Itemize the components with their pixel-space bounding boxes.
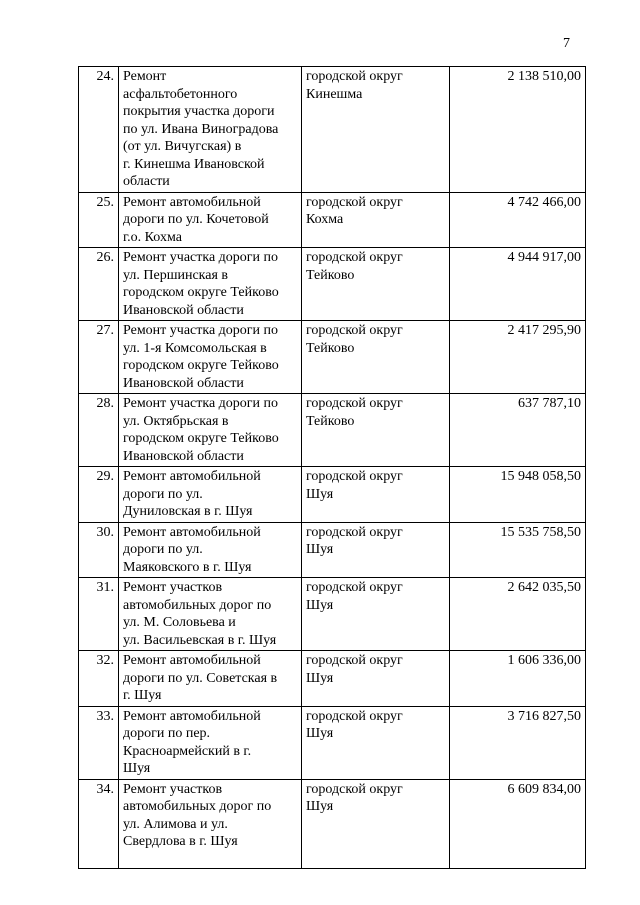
project-name-line: Ремонт автомобильной xyxy=(123,469,261,484)
project-name xyxy=(119,192,302,248)
project-name-line: дороги по пер. xyxy=(123,726,211,741)
row-number: 30. xyxy=(79,522,119,578)
project-name xyxy=(119,779,302,868)
project-name-line: (от ул. Вичугская) в xyxy=(123,139,242,154)
project-name-line: г. Шуя xyxy=(123,688,162,703)
project-name-line: г.о. Кохма xyxy=(123,229,182,245)
municipality xyxy=(302,706,450,779)
municipality xyxy=(302,67,450,193)
project-name-line: Ремонт автомобильной xyxy=(123,194,261,210)
row-number: 25. xyxy=(79,192,119,248)
project-name-line: дороги по ул. xyxy=(123,486,203,502)
funding-amount: 3 716 827,50 xyxy=(450,706,586,779)
project-name-line: дороги по ул. xyxy=(123,542,203,557)
project-name-line: Ивановской области xyxy=(123,302,244,318)
table-row xyxy=(79,706,586,779)
project-name xyxy=(119,321,302,394)
project-name-line: по ул. Ивана Виноградова xyxy=(123,121,279,137)
project-name-line: Шуя xyxy=(123,761,151,776)
project-name xyxy=(119,578,302,651)
project-name-line: Ремонт участка дороги по xyxy=(123,396,279,411)
table-row xyxy=(79,321,586,394)
municipality xyxy=(302,394,450,467)
row-number: 26. xyxy=(79,248,119,321)
project-name-line: дороги по ул. Советская в xyxy=(123,670,278,686)
project-name-line: области xyxy=(123,174,170,189)
municipality-line: городской округ xyxy=(306,69,403,84)
municipality-line: городской округ xyxy=(306,708,403,724)
project-name xyxy=(119,467,302,523)
funding-amount: 1 606 336,00 xyxy=(450,651,586,707)
funding-amount: 2 642 035,50 xyxy=(450,578,586,651)
road-repair-table xyxy=(78,66,586,869)
funding-amount: 637 787,10 xyxy=(450,394,586,467)
project-name-line: покрытия участка дороги xyxy=(123,104,275,119)
project-name-line: ул. Васильевская в г. Шуя xyxy=(123,632,277,648)
project-name-line: Свердлова в г. Шуя xyxy=(123,834,238,849)
project-name-line: городском округе Тейково xyxy=(123,358,279,373)
municipality-line: Шуя xyxy=(306,726,334,741)
row-number: 34. xyxy=(79,779,119,868)
row-number: 32. xyxy=(79,651,119,707)
table-row xyxy=(79,522,586,578)
municipality-line: Шуя xyxy=(306,486,334,502)
row-number: 33. xyxy=(79,706,119,779)
project-name-line: Ремонт xyxy=(123,69,167,84)
municipality-line: городской округ xyxy=(306,250,403,265)
project-name xyxy=(119,651,302,707)
funding-amount: 6 609 834,00 xyxy=(450,779,586,868)
project-name xyxy=(119,706,302,779)
municipality xyxy=(302,321,450,394)
municipality-line: городской округ xyxy=(306,194,403,210)
table-row xyxy=(79,248,586,321)
table-row xyxy=(79,192,586,248)
page-number: 7 xyxy=(563,36,570,51)
project-name xyxy=(119,522,302,578)
municipality xyxy=(302,578,450,651)
municipality-line: Кинешма xyxy=(306,86,363,102)
municipality-line: городской округ xyxy=(306,781,403,797)
project-name-line: Ивановской области xyxy=(123,448,244,464)
project-name-line: Ремонт автомобильной xyxy=(123,653,261,668)
project-name-line: городском округе Тейково xyxy=(123,285,279,300)
project-name-line: Ремонт автомобильной xyxy=(123,524,261,540)
funding-amount: 15 948 058,50 xyxy=(450,467,586,523)
funding-amount: 4 944 917,00 xyxy=(450,248,586,321)
project-name-line: Красноармейский в г. xyxy=(123,743,252,759)
table-row xyxy=(79,651,586,707)
table-row xyxy=(79,578,586,651)
funding-amount: 15 535 758,50 xyxy=(450,522,586,578)
municipality-line: Тейково xyxy=(306,267,355,283)
project-name-line: Ремонт автомобильной xyxy=(123,708,261,724)
project-name-line: Ремонт участка дороги по xyxy=(123,250,279,265)
municipality xyxy=(302,248,450,321)
municipality-line: городской округ xyxy=(306,396,403,411)
project-name-line: городском округе Тейково xyxy=(123,431,279,446)
municipality-line: городской округ xyxy=(306,653,403,668)
funding-amount: 2 417 295,90 xyxy=(450,321,586,394)
municipality-line: Шуя xyxy=(306,542,334,557)
project-name-line: Ремонт участка дороги по xyxy=(123,323,279,338)
municipality-line: Шуя xyxy=(306,597,334,613)
municipality-line: городской округ xyxy=(306,469,403,484)
funding-amount: 4 742 466,00 xyxy=(450,192,586,248)
row-number: 28. xyxy=(79,394,119,467)
municipality-line: городской округ xyxy=(306,524,403,540)
municipality-line: Тейково xyxy=(306,340,355,356)
project-name-line: ул. Алимова и ул. xyxy=(123,816,228,832)
project-name-line: Дуниловская в г. Шуя xyxy=(123,504,253,519)
municipality-line: городской округ xyxy=(306,323,403,338)
project-name-line: Ремонт участков xyxy=(123,781,223,797)
table-row xyxy=(79,779,586,868)
municipality xyxy=(302,467,450,523)
project-name xyxy=(119,394,302,467)
row-number: 31. xyxy=(79,578,119,651)
project-name-line: ул. Октябрьская в xyxy=(123,413,229,429)
project-name-line: ул. Першинская в xyxy=(123,267,229,283)
municipality-line: Шуя xyxy=(306,799,334,814)
municipality xyxy=(302,651,450,707)
project-name-line: ул. М. Соловьева и xyxy=(123,615,236,630)
table-row xyxy=(79,394,586,467)
municipality-line: городской округ xyxy=(306,580,403,595)
row-number: 24. xyxy=(79,67,119,193)
project-name-line: автомобильных дорог по xyxy=(123,799,272,814)
municipality xyxy=(302,192,450,248)
row-number: 27. xyxy=(79,321,119,394)
project-name-line: Маяковского в г. Шуя xyxy=(123,559,252,575)
table-row xyxy=(79,467,586,523)
municipality xyxy=(302,522,450,578)
table-body xyxy=(79,67,586,869)
municipality-line: Шуя xyxy=(306,670,334,686)
municipality-line: Кохма xyxy=(306,212,344,227)
project-name-line: ул. 1-я Комсомольская в xyxy=(123,340,267,356)
funding-amount: 2 138 510,00 xyxy=(450,67,586,193)
row-number: 29. xyxy=(79,467,119,523)
municipality-line: Тейково xyxy=(306,413,355,429)
project-name-line: автомобильных дорог по xyxy=(123,597,272,613)
municipality xyxy=(302,779,450,868)
project-name-line: Ивановской области xyxy=(123,375,244,391)
project-name-line: г. Кинешма Ивановской xyxy=(123,156,265,172)
project-name-line: асфальтобетонного xyxy=(123,86,238,102)
table-row xyxy=(79,67,586,193)
project-name-line: дороги по ул. Кочетовой xyxy=(123,212,269,227)
project-name-line: Ремонт участков xyxy=(123,580,223,595)
project-name xyxy=(119,67,302,193)
project-name xyxy=(119,248,302,321)
